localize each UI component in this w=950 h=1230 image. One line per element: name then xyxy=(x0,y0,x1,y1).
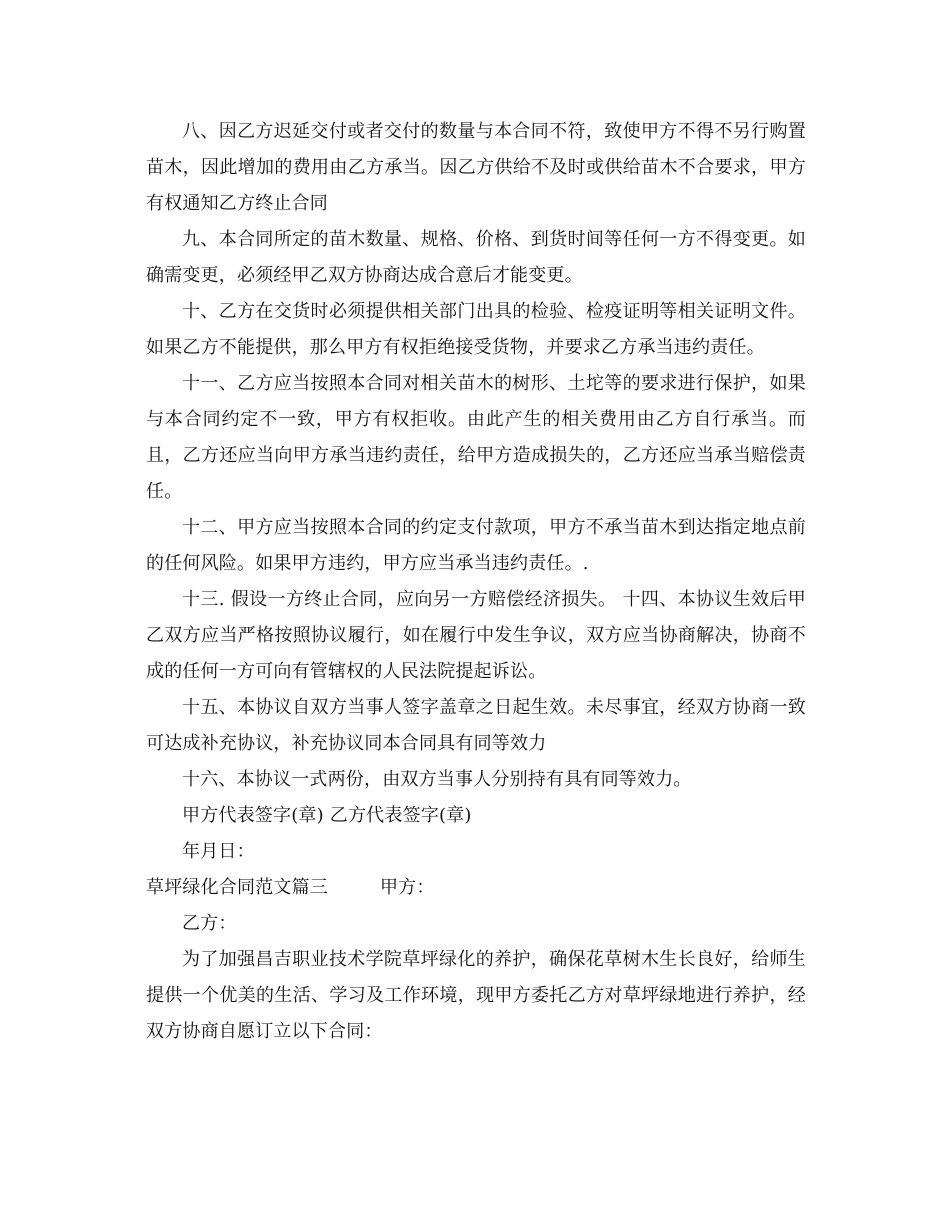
clause-13-14: 十三. 假设一方终止合同，应向另一方赔偿经济损失。 十四、本协议生效后甲乙双方应当严格按照协议履行，如在履行中发生争议，双方应当协商解决，协商不成的任何一方可向有管辖权的人民法院提起诉讼。 xyxy=(146,589,806,682)
party-a-label: 甲方： xyxy=(380,877,435,898)
clause-16: 十六、本协议一式两份，由双方当事人分别持有具有同等效力。 xyxy=(182,769,692,790)
section-title: 草坪绿化合同范文篇三 xyxy=(146,877,328,898)
clause-10: 十、乙方在交货时必须提供相关部门出具的检验、检疫证明等相关证明文件。如果乙方不能提供，那么甲方有权拒绝接受货物，并要求乙方承当违约责任。 xyxy=(146,301,806,358)
clause-12: 十二、甲方应当按照本合同的约定支付款项，甲方不承当苗木到达指定地点前的任何风险。如果甲方违约，甲方应当承当违约责任。. xyxy=(146,517,806,574)
clause-11: 十一、乙方应当按照本合同对相关苗木的树形、土坨等的要求进行保护，如果与本合同约定不一致，甲方有权拒收。由此产生的相关费用由乙方自行承当。而且，乙方还应当向甲方承当违约责任，给甲方造成损失的，乙方还应当承当赔偿责任。 xyxy=(146,373,806,502)
clause-9: 九、本合同所定的苗木数量、规格、价格、到货时间等任何一方不得变更。如确需变更，必须经甲乙双方协商达成合意后才能变更。 xyxy=(146,229,806,286)
intro-paragraph: 为了加强昌吉职业技术学院草坪绿化的养护，确保花草树木生长良好，给师生提供一个优美的生活、学习及工作环境，现甲方委托乙方对草坪绿地进行养护，经双方协商自愿订立以下合同： xyxy=(146,949,806,1042)
document-body xyxy=(146,114,806,1050)
signature-line: 甲方代表签字(章) 乙方代表签字(章) xyxy=(182,805,472,826)
clause-8: 八、因乙方迟延交付或者交付的数量与本合同不符，致使甲方不得不另行购置苗木，因此增加的费用由乙方承当。因乙方供给不及时或供给苗木不合要求，甲方有权通知乙方终止合同 xyxy=(146,121,806,214)
date-line: 年月日： xyxy=(182,841,255,862)
section-heading-line xyxy=(146,870,806,906)
party-b-label: 乙方： xyxy=(182,913,237,934)
clause-15: 十五、本协议自双方当事人签字盖章之日起生效。未尽事宜，经双方协商一致可达成补充协议，补充协议同本合同具有同等效力 xyxy=(146,697,806,754)
